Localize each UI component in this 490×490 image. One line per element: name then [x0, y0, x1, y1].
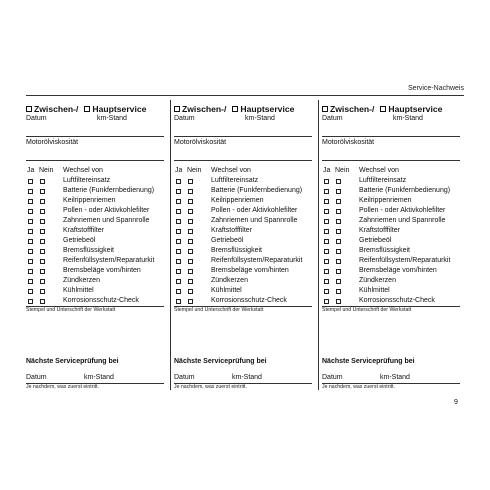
- service-column-2: [174, 103, 314, 390]
- hauptservice-checkbox[interactable]: [380, 106, 386, 112]
- ja-checkbox[interactable]: [176, 239, 181, 244]
- oil-viscosity-line[interactable]: [322, 160, 460, 161]
- nein-checkbox[interactable]: [40, 179, 45, 184]
- note-label: Je nachdem, was zuerst eintritt.: [26, 384, 99, 390]
- oil-viscosity-label: Motorölviskosität: [174, 139, 227, 146]
- datum-label: Datum: [322, 115, 343, 122]
- nein-checkbox[interactable]: [336, 239, 341, 244]
- maintenance-item-label: Getriebeöl: [211, 237, 244, 244]
- maintenance-item-label: Bremsflüssigkeit: [211, 247, 262, 254]
- maintenance-item-label: Bremsflüssigkeit: [359, 247, 410, 254]
- table-row: [26, 287, 166, 297]
- ja-checkbox[interactable]: [324, 279, 329, 284]
- table-row: [26, 217, 166, 227]
- ja-checkbox[interactable]: [324, 179, 329, 184]
- nein-header: Nein: [39, 167, 54, 174]
- maintenance-item-label: Batterie (Funkfernbedienung): [63, 187, 155, 194]
- ja-checkbox[interactable]: [28, 189, 33, 194]
- next-km-stand-label: km-Stand: [380, 374, 410, 381]
- stamp-label: Stempel und Unterschrift der Werkstatt: [26, 307, 116, 313]
- table-row: [322, 227, 462, 237]
- nein-checkbox[interactable]: [40, 219, 45, 224]
- maintenance-item-label: Getriebeöl: [359, 237, 392, 244]
- ja-header: Ja: [27, 167, 35, 174]
- nein-checkbox[interactable]: [188, 259, 193, 264]
- table-row: [26, 267, 166, 277]
- ja-checkbox[interactable]: [28, 299, 33, 304]
- nein-checkbox[interactable]: [188, 249, 193, 254]
- oil-viscosity-line[interactable]: [26, 160, 164, 161]
- maintenance-item-label: Pollen - oder Aktivkohlefilter: [211, 207, 298, 214]
- ja-checkbox[interactable]: [28, 199, 33, 204]
- note-label: Je nachdem, was zuerst eintritt.: [174, 384, 247, 390]
- datum-km-line[interactable]: [322, 136, 460, 137]
- nein-checkbox[interactable]: [336, 259, 341, 264]
- hauptservice-label: Hauptservice: [240, 104, 295, 114]
- datum-label: Datum: [26, 115, 47, 122]
- nein-checkbox[interactable]: [40, 189, 45, 194]
- nein-checkbox[interactable]: [40, 229, 45, 234]
- ja-checkbox[interactable]: [176, 179, 181, 184]
- ja-checkbox[interactable]: [28, 269, 33, 274]
- table-row: [26, 187, 166, 197]
- maintenance-item-label: Kraftstofffilter: [211, 227, 252, 234]
- ja-checkbox[interactable]: [28, 219, 33, 224]
- ja-checkbox[interactable]: [324, 289, 329, 294]
- oil-viscosity-line[interactable]: [174, 160, 312, 161]
- ja-checkbox[interactable]: [176, 209, 181, 214]
- maintenance-item-label: Luftfiltereinsatz: [63, 177, 111, 184]
- maintenance-item-label: Korrosionsschutz-Check: [359, 297, 435, 304]
- nein-checkbox[interactable]: [40, 269, 45, 274]
- table-row: [26, 227, 166, 237]
- nein-checkbox[interactable]: [336, 279, 341, 284]
- nein-checkbox[interactable]: [188, 299, 193, 304]
- wechsel-header: Wechsel von: [63, 167, 103, 174]
- ja-checkbox[interactable]: [176, 269, 181, 274]
- column-divider: [318, 100, 319, 390]
- nein-checkbox[interactable]: [188, 189, 193, 194]
- table-row: [174, 197, 314, 207]
- nein-checkbox[interactable]: [188, 179, 193, 184]
- table-row: [322, 177, 462, 187]
- service-column-3: [322, 103, 462, 390]
- wechsel-header: Wechsel von: [211, 167, 251, 174]
- zwischenservice-checkbox[interactable]: [174, 106, 180, 112]
- table-row: [322, 187, 462, 197]
- ja-checkbox[interactable]: [176, 299, 181, 304]
- ja-checkbox[interactable]: [28, 289, 33, 294]
- nein-checkbox[interactable]: [336, 229, 341, 234]
- ja-checkbox[interactable]: [324, 229, 329, 234]
- table-row: [322, 237, 462, 247]
- nein-checkbox[interactable]: [336, 189, 341, 194]
- table-row: [26, 207, 166, 217]
- maintenance-item-label: Kühlmittel: [63, 287, 94, 294]
- nein-checkbox[interactable]: [336, 249, 341, 254]
- zwischenservice-label: Zwischen-/: [330, 104, 375, 114]
- maintenance-item-label: Zündkerzen: [359, 277, 396, 284]
- wechsel-header: Wechsel von: [359, 167, 399, 174]
- table-row: [322, 207, 462, 217]
- nein-checkbox[interactable]: [188, 239, 193, 244]
- table-row: [174, 287, 314, 297]
- zwischenservice-label: Zwischen-/: [34, 104, 79, 114]
- ja-checkbox[interactable]: [176, 229, 181, 234]
- next-service-label: Nächste Serviceprüfung bei: [26, 358, 119, 365]
- nein-header: Nein: [335, 167, 350, 174]
- maintenance-item-label: Bremsbeläge vorn/hinten: [211, 267, 289, 274]
- datum-label: Datum: [174, 115, 195, 122]
- ja-checkbox[interactable]: [324, 259, 329, 264]
- nein-checkbox[interactable]: [188, 269, 193, 274]
- ja-checkbox[interactable]: [176, 259, 181, 264]
- column-divider: [170, 100, 171, 390]
- table-row: [174, 227, 314, 237]
- nein-checkbox[interactable]: [40, 239, 45, 244]
- page-title: Service-Nachweis: [404, 85, 464, 92]
- maintenance-item-label: Kühlmittel: [359, 287, 390, 294]
- table-row: [174, 177, 314, 187]
- maintenance-item-label: Luftfiltereinsatz: [359, 177, 407, 184]
- hauptservice-label: Hauptservice: [92, 104, 147, 114]
- oil-viscosity-label: Motorölviskosität: [26, 139, 79, 146]
- nein-checkbox[interactable]: [40, 289, 45, 294]
- nein-checkbox[interactable]: [188, 229, 193, 234]
- ja-checkbox[interactable]: [324, 299, 329, 304]
- zwischenservice-label: Zwischen-/: [182, 104, 227, 114]
- ja-checkbox[interactable]: [28, 259, 33, 264]
- ja-checkbox[interactable]: [324, 239, 329, 244]
- zwischenservice-checkbox[interactable]: [322, 106, 328, 112]
- nein-checkbox[interactable]: [188, 219, 193, 224]
- maintenance-item-label: Luftfiltereinsatz: [211, 177, 259, 184]
- maintenance-item-label: Zahnriemen und Spannrolle: [359, 217, 446, 224]
- ja-checkbox[interactable]: [28, 279, 33, 284]
- stamp-label: Stempel und Unterschrift der Werkstatt: [174, 307, 264, 313]
- nein-checkbox[interactable]: [336, 219, 341, 224]
- zwischenservice-checkbox[interactable]: [26, 106, 32, 112]
- table-row: [26, 237, 166, 247]
- nein-checkbox[interactable]: [40, 299, 45, 304]
- table-header: [174, 167, 314, 177]
- nein-checkbox[interactable]: [40, 209, 45, 214]
- nein-checkbox[interactable]: [40, 249, 45, 254]
- table-row: [322, 267, 462, 277]
- nein-checkbox[interactable]: [336, 179, 341, 184]
- maintenance-item-label: Korrosionsschutz-Check: [211, 297, 287, 304]
- table-row: [174, 267, 314, 277]
- ja-checkbox[interactable]: [176, 249, 181, 254]
- nein-checkbox[interactable]: [40, 199, 45, 204]
- table-row: [26, 247, 166, 257]
- ja-checkbox[interactable]: [28, 249, 33, 254]
- maintenance-item-label: Reifenfüllsystem/Reparaturkit: [63, 257, 155, 264]
- service-type-header: [322, 103, 462, 115]
- ja-checkbox[interactable]: [28, 179, 33, 184]
- maintenance-item-label: Reifenfüllsystem/Reparaturkit: [359, 257, 451, 264]
- km-stand-label: km-Stand: [245, 115, 275, 122]
- maintenance-item-label: Keilrippenriemen: [211, 197, 264, 204]
- maintenance-item-label: Batterie (Funkfernbedienung): [211, 187, 303, 194]
- maintenance-item-label: Getriebeöl: [63, 237, 96, 244]
- nein-checkbox[interactable]: [188, 279, 193, 284]
- table-row: [26, 177, 166, 187]
- maintenance-item-label: Bremsflüssigkeit: [63, 247, 114, 254]
- table-row: [174, 257, 314, 267]
- km-stand-label: km-Stand: [97, 115, 127, 122]
- nein-header: Nein: [187, 167, 202, 174]
- maintenance-item-label: Kühlmittel: [211, 287, 242, 294]
- hauptservice-label: Hauptservice: [388, 104, 443, 114]
- nein-checkbox[interactable]: [336, 269, 341, 274]
- ja-checkbox[interactable]: [324, 219, 329, 224]
- oil-viscosity-label: Motorölviskosität: [322, 139, 375, 146]
- ja-header: Ja: [323, 167, 331, 174]
- nein-checkbox[interactable]: [336, 289, 341, 294]
- ja-checkbox[interactable]: [176, 289, 181, 294]
- nein-checkbox[interactable]: [336, 209, 341, 214]
- table-row: [174, 207, 314, 217]
- next-datum-label: Datum: [174, 374, 195, 381]
- table-row: [174, 277, 314, 287]
- table-row: [322, 197, 462, 207]
- table-row: [174, 237, 314, 247]
- km-stand-label: km-Stand: [393, 115, 423, 122]
- hauptservice-checkbox[interactable]: [84, 106, 90, 112]
- maintenance-item-label: Keilrippenriemen: [359, 197, 412, 204]
- ja-checkbox[interactable]: [324, 209, 329, 214]
- maintenance-item-label: Bremsbeläge vorn/hinten: [359, 267, 437, 274]
- table-row: [322, 217, 462, 227]
- table-row: [322, 277, 462, 287]
- datum-km-line[interactable]: [26, 136, 164, 137]
- next-datum-label: Datum: [322, 374, 343, 381]
- next-datum-label: Datum: [26, 374, 47, 381]
- maintenance-item-label: Pollen - oder Aktivkohlefilter: [63, 207, 150, 214]
- table-header: [26, 167, 166, 177]
- datum-km-line[interactable]: [174, 136, 312, 137]
- nein-checkbox[interactable]: [188, 289, 193, 294]
- maintenance-item-label: Zündkerzen: [63, 277, 100, 284]
- service-type-header: [26, 103, 166, 115]
- next-service-label: Nächste Serviceprüfung bei: [174, 358, 267, 365]
- table-header: [322, 167, 462, 177]
- maintenance-item-label: Batterie (Funkfernbedienung): [359, 187, 451, 194]
- maintenance-item-label: Zündkerzen: [211, 277, 248, 284]
- maintenance-item-label: Korrosionsschutz-Check: [63, 297, 139, 304]
- next-km-stand-label: km-Stand: [84, 374, 114, 381]
- table-row: [322, 247, 462, 257]
- nein-checkbox[interactable]: [40, 279, 45, 284]
- table-row: [322, 257, 462, 267]
- table-row: [174, 217, 314, 227]
- ja-header: Ja: [175, 167, 183, 174]
- maintenance-item-label: Keilrippenriemen: [63, 197, 116, 204]
- maintenance-item-label: Pollen - oder Aktivkohlefilter: [359, 207, 446, 214]
- nein-checkbox[interactable]: [336, 299, 341, 304]
- table-row: [26, 277, 166, 287]
- maintenance-item-label: Zahnriemen und Spannrolle: [63, 217, 150, 224]
- nein-checkbox[interactable]: [40, 259, 45, 264]
- table-row: [174, 247, 314, 257]
- service-column-1: [26, 103, 166, 390]
- maintenance-item-label: Bremsbeläge vorn/hinten: [63, 267, 141, 274]
- maintenance-item-label: Zahnriemen und Spannrolle: [211, 217, 298, 224]
- ja-checkbox[interactable]: [176, 219, 181, 224]
- stamp-label: Stempel und Unterschrift der Werkstatt: [322, 307, 412, 313]
- hauptservice-checkbox[interactable]: [232, 106, 238, 112]
- maintenance-item-label: Kraftstofffilter: [63, 227, 104, 234]
- ja-checkbox[interactable]: [28, 229, 33, 234]
- nein-checkbox[interactable]: [188, 209, 193, 214]
- nein-checkbox[interactable]: [188, 199, 193, 204]
- table-row: [322, 287, 462, 297]
- ja-checkbox[interactable]: [324, 249, 329, 254]
- maintenance-item-label: Reifenfüllsystem/Reparaturkit: [211, 257, 303, 264]
- ja-checkbox[interactable]: [324, 199, 329, 204]
- table-row: [26, 197, 166, 207]
- ja-checkbox[interactable]: [28, 239, 33, 244]
- header-rule: [26, 95, 464, 96]
- table-row: [174, 187, 314, 197]
- ja-checkbox[interactable]: [324, 269, 329, 274]
- ja-checkbox[interactable]: [176, 199, 181, 204]
- next-km-stand-label: km-Stand: [232, 374, 262, 381]
- service-type-header: [174, 103, 314, 115]
- table-row: [26, 257, 166, 267]
- ja-checkbox[interactable]: [324, 189, 329, 194]
- nein-checkbox[interactable]: [336, 199, 341, 204]
- ja-checkbox[interactable]: [176, 279, 181, 284]
- ja-checkbox[interactable]: [28, 209, 33, 214]
- ja-checkbox[interactable]: [176, 189, 181, 194]
- next-service-label: Nächste Serviceprüfung bei: [322, 358, 415, 365]
- maintenance-item-label: Kraftstofffilter: [359, 227, 400, 234]
- page-number: 9: [454, 399, 458, 406]
- note-label: Je nachdem, was zuerst eintritt.: [322, 384, 395, 390]
